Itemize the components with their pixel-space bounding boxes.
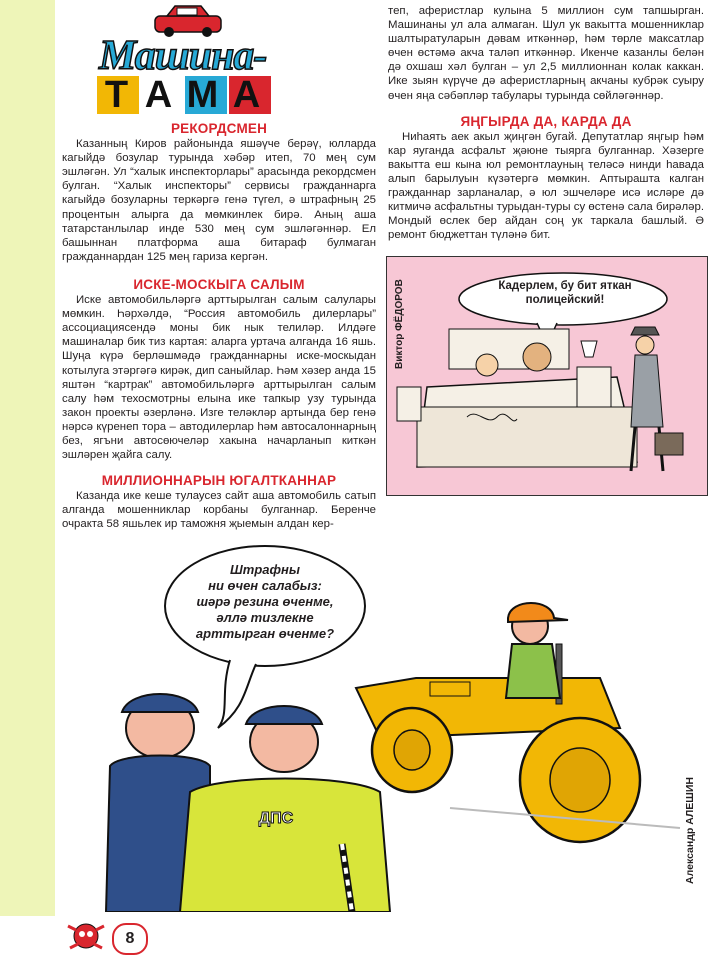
right-column (388, 4, 704, 243)
speech-line: ни өчен салабыз: (208, 578, 322, 593)
heading-recordsmen: РЕКОРДСМЕН (170, 121, 268, 136)
logo-word-1: Машина- (99, 33, 267, 79)
heading-rain-snow: ЯҢГЫРДА ДА, КАРДА ДА (460, 113, 632, 129)
speech-line: Штрафны (230, 562, 300, 577)
cartoon-bedroom (386, 256, 708, 496)
speech-line: шәрә резина өченме, (196, 594, 334, 609)
article-body-lost-millions: Казанда ике кеше тулаусез сайт аша автомобиль сатып алганда мошенниклар корбаны булганнар. Беренче очракта 58 яшьлек ир таможня җыемын алдан кер- (62, 490, 376, 531)
logo-letter: А (144, 74, 174, 116)
rubric-logo (93, 4, 298, 116)
page-number: 8 (112, 923, 148, 955)
logo-letter: М (186, 74, 220, 116)
mascot-logo-icon (62, 916, 110, 956)
speech-line: арттырган өченме? (195, 626, 335, 641)
logo-word-2 (97, 74, 269, 117)
speech-line: әллә тизлекне (216, 610, 314, 625)
article-body-old-cars: Иске автомобильләргә арттырылган салым салулары мөмкин. Һәрхәлдә, “Россия автомобиль дилерлары” ассоциациясендә моны бик нык телиләр. Илдәге машиналар бик тиз картая: аларга уртача алганда 16 яшь. Шуңа күрә берләшмәдә гражданнарны иске-москыдан котылуга этәргәгә кирәк, дип саныйлар. Һәм хәзер анда 15 яштән “картрак” автомобильләргә арттырылган салым салу һәм техосмотрны елына ике тапкыр узу турында закон проекты әзерләнә. Изге теләкләр артында бер генә нәрсә күренеп тора – автодилерлар һәм автосалоннарның без, ягъни автосөючеләр хакына начарланып киткән эшләрен җайга салу. (62, 294, 376, 462)
heading-old-cars: ИСКЕ-МОСКЫГА САЛЫМ (133, 276, 305, 292)
cartoon2-author: Александр АЛЕШИН (684, 777, 696, 884)
cartoon1-speech: Кадерлем, бу бит яткан полицейский! (498, 280, 632, 306)
left-column (62, 122, 376, 532)
roller-illustration (60, 528, 705, 912)
dps-badge: ДПС (258, 810, 294, 827)
article-body-recordsmen: Казанның Киров районында яшәүче берәү, юлларда кагыйдә бозулар турында хәбәр итеп, 70 мең сум эшләгән. Ул “халык инспекторлары” арасында рекордсмен булган. “Халык инспекторы” сервисы гражданнарга кагыйдә бозуларны теркәргә генә түгел, ә штрафның 25 процентын алырга да мөмкинлек бирә. Аның аша татарстанлылар инде 530 мең сум эшләгәннәр. Ел башыннан платформа аша битараф булмаган гражданнардан 125 мең гариза кергән. (62, 138, 376, 263)
logo-letter: Т (104, 74, 130, 116)
article-body-continued: теп, аферистлар кулына 5 миллион сум тапшырган. Машинаны ул ала алмаган. Шул ук вакытта мошенниклар шалтыратуларын дәвам иткәннәр, һәм төрле максатлар өчен өстәмә акча таләп иткәннәр. Икенче казанлы белән дә охшаш хәл булган – ул 2,5 миллионнан колак каккан. Ике зыян күрүче дә аферистларның акчаны кубрәк суыру өчен яңа сәбәпләр табулары турында сөйләгәннәр. (388, 5, 704, 102)
cartoon-road-roller (60, 528, 705, 912)
heading-lost-millions: МИЛЛИОННАРЫН ЮГАЛТКАННАР (101, 473, 337, 489)
logo-letter: А (232, 74, 262, 116)
cartoon1-author: Виктор ФЁДОРОВ (394, 279, 405, 369)
article-body-rain-snow: Ниһаять аек акыл җиңгән бугай. Депутатлар яңгыр һәм кар яуганда асфальт җәюне тыярга булганнар. Хәзерге вакытта еш кына юл ремонтлауның теләсә нинди һавада алып барылуын күзәтергә мөмкин. Аптырашта калган гражданнар зарланалар, ә юл эшчеләре исә исләре дә китмичә асфальтны турыдан-туры су өстенә сала бирәләр. Мондый өслек бер айдан соң ук таркала башлый. Ә ремонт бюджеттан түләнә бит. (388, 130, 704, 242)
left-color-strip (0, 0, 55, 916)
cartoon2-speech (184, 562, 346, 642)
